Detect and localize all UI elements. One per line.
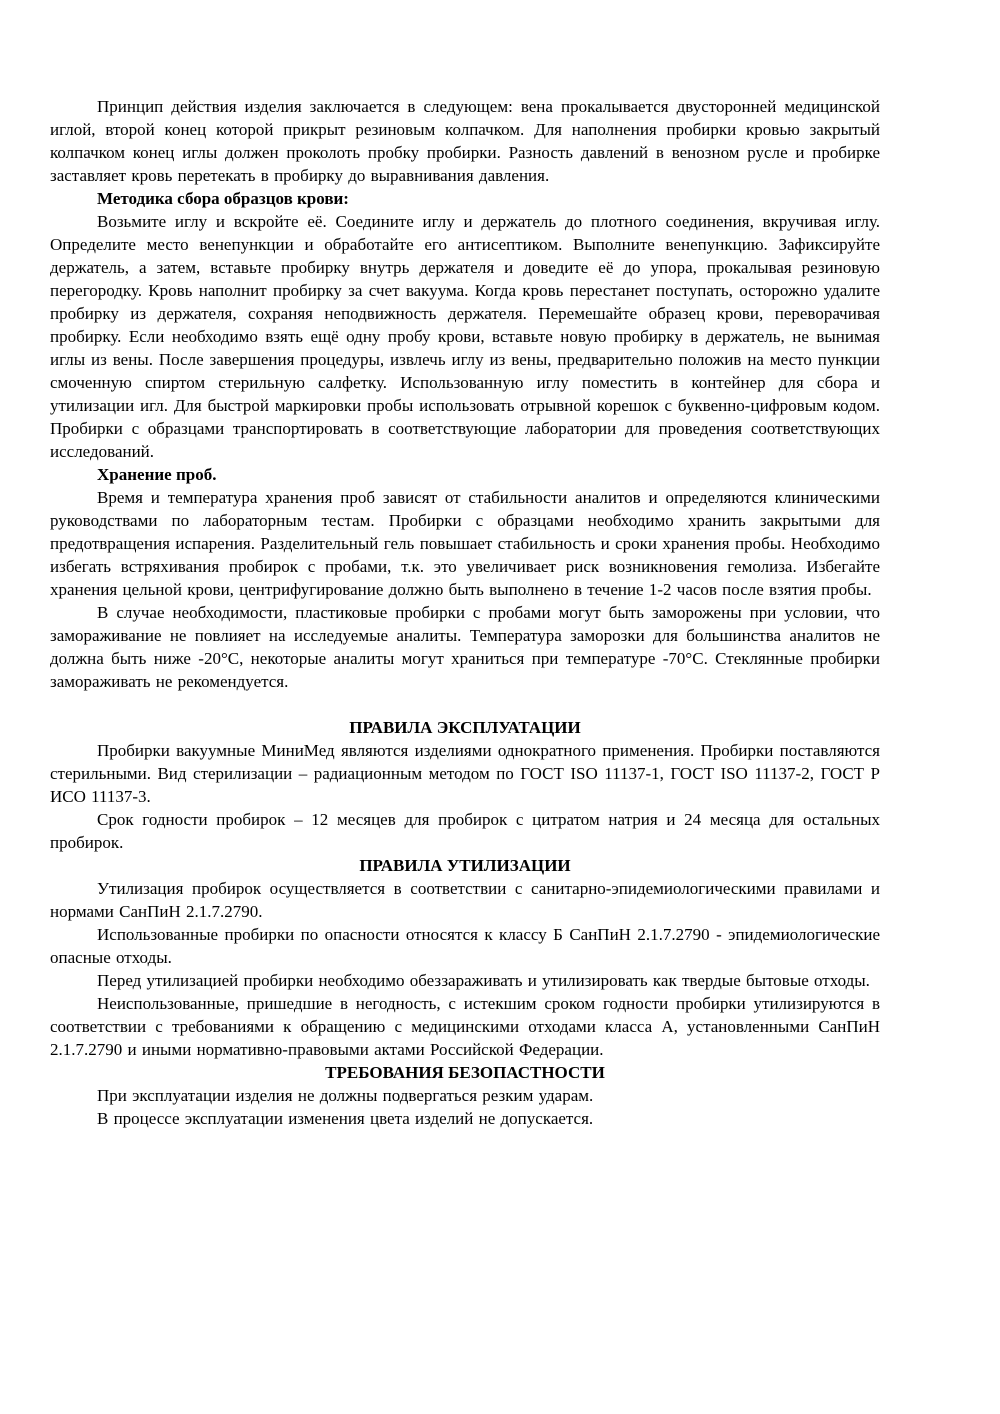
disposal-paragraph-1: Утилизация пробирок осуществляется в соответствии с санитарно-эпидемиологическими правилами и нормами СанПиН 2.1.7.2790. [50, 879, 880, 921]
heading-collection-method: Методика сбора образцов крови: [97, 189, 349, 208]
heading-sample-storage: Хранение проб. [97, 465, 217, 484]
disposal-paragraph-2: Использованные пробирки по опасности относятся к классу Б СанПиН 2.1.7.2790 - эпидемиологические опасные отходы. [50, 925, 880, 967]
disposal-paragraph-3: Перед утилизацией пробирки необходимо обеззараживать и утилизировать как твердые бытовые отходы. [97, 971, 870, 990]
collection-method-paragraph: Возьмите иглу и вскройте её. Соедините иглу и держатель до плотного соединения, вкручивая иглу. Определите место венепункции и обработайте его антисептиком. Выполните венепункцию. Зафиксируйте держатель, а затем, вставьте пробирку внутрь держателя и доведите её до упора, прокалывая резиновую перегородку. Кровь наполнит пробирку за счет вакуума. Когда кровь перестанет поступать, осторожно удалите пробирку из держателя, сохраняя неподвижность держателя. Перемешайте образец крови, переворачивая пробирку. Если необходимо взять ещё одну пробу крови, вставьте новую пробирку в держатель, не вынимая иглы из вены. После завершения процедуры, извлечь иглу из вены, предварительно положив на место пункции смоченную спиртом стерильную салфетку. Использованную иглу поместить в контейнер для сбора и утилизации игл. Для быстрой маркировки пробы использовать отрывной корешок с буквенно-цифровым кодом. Пробирки с образцами транспортировать в соответствующие лаборатории для проведения соответствующих исследований. [50, 212, 880, 461]
safety-paragraph-1: При эксплуатации изделия не должны подвергаться резким ударам. [97, 1086, 594, 1105]
intro-paragraph: Принцип действия изделия заключается в следующем: вена прокалывается двусторонней медицинской иглой, второй конец которой прикрыт резиновым колпачком. Для наполнения пробирки кровью закрытый колпачком конец иглы должен проколоть пробку пробирки. Разность давлений в венозном русле и пробирке заставляет кровь перетекать в пробирку до выравнивания давления. [50, 97, 880, 185]
storage-paragraph-2: В случае необходимости, пластиковые пробирки с пробами могут быть заморожены при условии, что замораживание не повлияет на исследуемые аналиты. Температура заморозки для большинства аналитов не должна быть ниже -20°С, некоторые аналиты могут храниться при температуре -70°С. Стеклянные пробирки замораживать не рекомендуется. [50, 603, 880, 691]
heading-operation-rules: ПРАВИЛА ЭКСПЛУАТАЦИИ [349, 718, 581, 737]
safety-paragraph-2: В процессе эксплуатации изменения цвета изделий не допускается. [97, 1109, 594, 1128]
storage-paragraph-1: Время и температура хранения проб зависят от стабильности аналитов и определяются клиническими руководствами по лабораторным тестам. Пробирки с образцами необходимо хранить закрытыми для предотвращения испарения. Разделительный гель повышает стабильность и сроки хранения пробы. Необходимо избегать встряхивания пробирок с пробами, т.к. это увеличивает риск возникновения гемолиза. Избегайте хранения цельной крови, центрифугирование должно быть выполнено в течение 1-2 часов после взятия пробы. [50, 488, 880, 599]
heading-safety-requirements: ТРЕБОВАНИЯ БЕЗОПАСТНОСТИ [325, 1063, 605, 1082]
heading-disposal-rules: ПРАВИЛА УТИЛИЗАЦИИ [359, 856, 571, 875]
operation-paragraph-1: Пробирки вакуумные МиниМед являются изделиями однократного применения. Пробирки поставляются стерильными. Вид стерилизации – радиационным методом по ГОСТ ISO 11137-1, ГОСТ ISO 11137-2, ГОСТ Р ИСО 11137-3. [50, 741, 880, 806]
disposal-paragraph-4: Неиспользованные, пришедшие в негодность, с истекшим сроком годности пробирки утилизируются в соответствии с требованиями к обращению с медицинскими отходами класса А, установленными СанПиН 2.1.7.2790 и иными нормативно-правовыми актами Российской Федерации. [50, 994, 880, 1059]
operation-paragraph-2: Срок годности пробирок – 12 месяцев для пробирок с цитратом натрия и 24 месяца для остальных пробирок. [50, 810, 880, 852]
